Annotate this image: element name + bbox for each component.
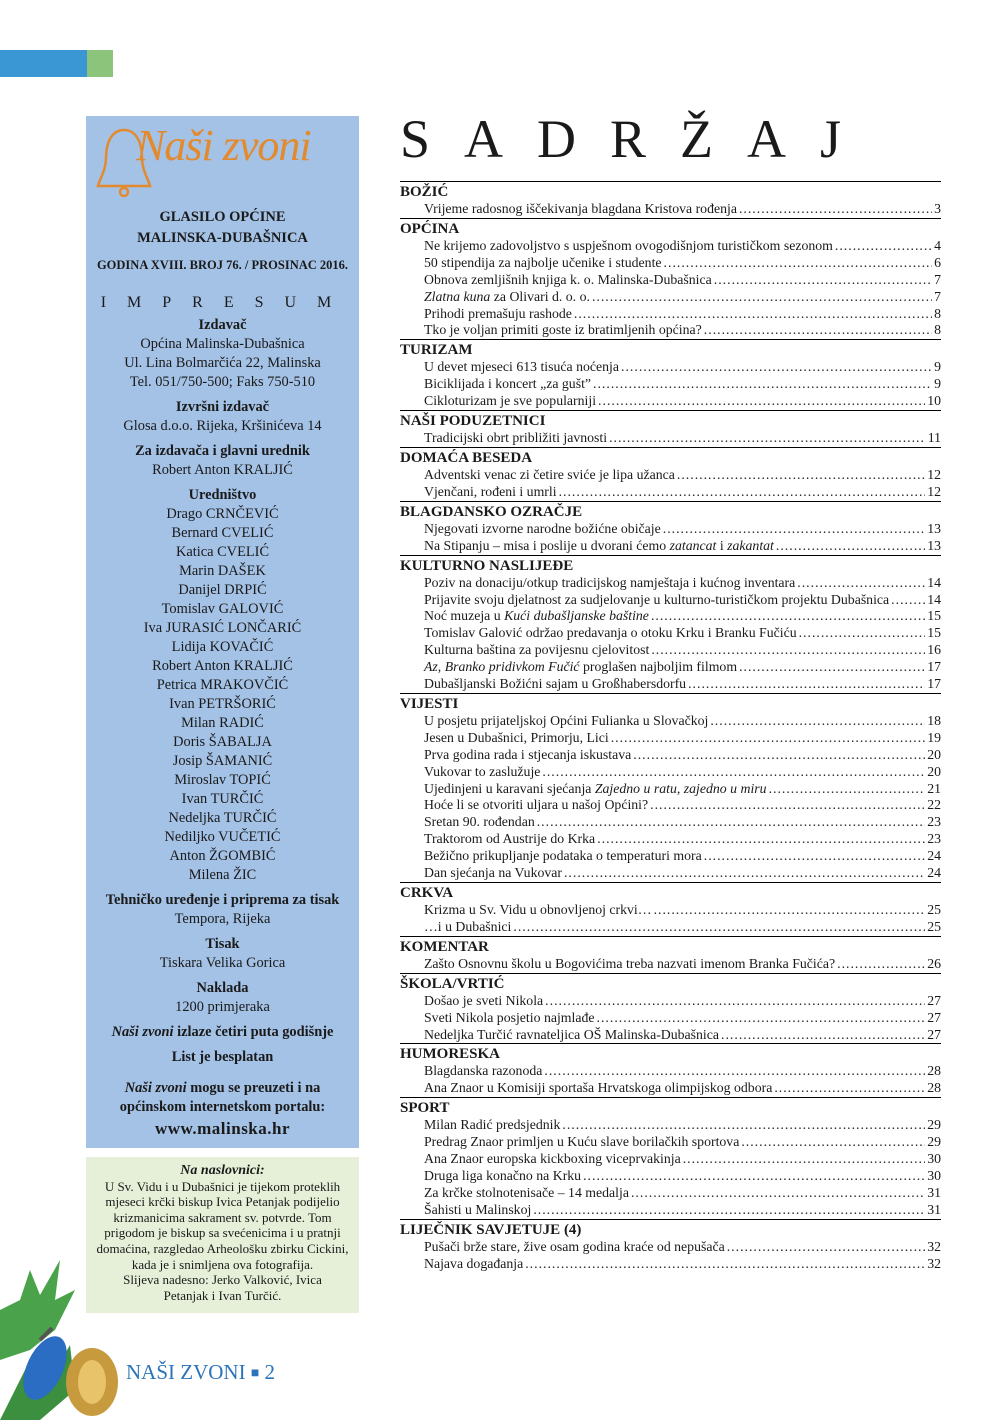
toc-entry[interactable] [400,1185,941,1202]
toc-leader-dots [574,306,932,323]
toc-page-number: 26 [927,955,941,971]
toc-entry[interactable] [400,575,941,592]
toc-page-number: 32 [927,1255,941,1271]
toc-leader-dots [562,1117,925,1134]
toc-entry[interactable] [400,676,941,693]
toc-page-number: 17 [927,659,941,675]
toc-entry[interactable] [400,956,941,973]
issue-info: GODINA XVIII. BROJ 76. / PROSINAC 2016. [96,258,349,272]
toc-leader-dots [739,201,932,218]
toc-leader-dots [797,575,925,592]
toc-entry[interactable] [400,919,941,936]
toc-entry-title: Tradicijski obrt približiti javnosti [424,430,608,446]
toc-entry[interactable] [400,538,941,555]
toc-page-number: 28 [927,1080,941,1096]
toc-entry-title: Došao je sveti Nikola [424,992,544,1008]
toc-page-number: 20 [927,763,941,779]
toc-leader-dots [651,642,925,659]
impresum-heading: IMPRESUM [100,294,353,311]
toc-section [400,339,941,410]
editor-name: Danijel DRPIĆ [178,582,267,598]
editor-name: Milena ŽIC [188,867,257,883]
toc-entry-title: 50 stipendija za najbolje učenike i studente [424,254,662,270]
toc-entry[interactable] [400,865,941,882]
editor-name: Josip ŠAMANIĆ [172,753,273,769]
toc-leader-dots [677,467,925,484]
toc-entry[interactable] [400,1027,941,1044]
toc-entry[interactable] [400,376,941,393]
toc-section [400,936,941,973]
opcina-line: MALINSKA-DUBAŠNICA [137,230,308,246]
editor-name: Drago CRNČEVIĆ [166,506,279,522]
page-number: 2 [264,1360,276,1384]
toc-leader-dots [741,1134,925,1151]
toc-entry[interactable] [400,1010,941,1027]
toc-entry[interactable] [400,201,941,218]
toc-entry-title: …i u Dubašnici [424,918,512,934]
toc-page-number: 19 [927,729,941,745]
toc-entry-title: Hoće li se otvoriti uljara u našoj Općini? [424,797,649,813]
toc-leader-dots [525,1256,925,1273]
toc-page-number: 25 [927,902,941,917]
toc-leader-dots [651,608,925,625]
toc-entry[interactable] [400,625,941,642]
toc-section-title: LIJEČNIK SAVJETUJE (4) [400,1221,582,1238]
toc-entry[interactable] [400,902,941,919]
toc-section-title: BOŽIĆ [400,184,449,200]
toc-entry-title: Ana Znaor europska kickboxing viceprvakinja [424,1151,681,1167]
editor-name: Tomislav GALOVIĆ [161,601,284,617]
website-link[interactable]: www.malinska.hr [154,1119,291,1138]
izdavac-line: Općina Malinska-Dubašnica [140,336,305,352]
toc-entry-title: Cikloturizam je sve popularniji [424,393,597,409]
toc-section-title: TURIZAM [400,342,473,359]
footer-separator: ■ [250,1366,260,1382]
urednistvo-heading: Uredništvo [188,487,257,503]
toc-section-title: NAŠI PODUZETNICI [400,413,546,430]
toc-section [400,1219,941,1273]
editor-name: Milan RADIĆ [181,715,264,731]
naklada-heading: Naklada [196,980,249,996]
toc-page-number: 9 [934,359,941,375]
toc-leader-dots [688,676,925,693]
toc-page-number: 28 [927,1063,941,1079]
toc-page-number: 10 [927,393,941,409]
toc-leader-dots [513,919,925,936]
toc-entry-title: Bežično prikupljanje podataka o temperaturi mora [424,848,702,864]
editor-name: Robert Anton KRALJIĆ [152,658,293,674]
toc-page-number: 8 [934,322,941,338]
toc-leader-dots [650,797,925,814]
editor-name: Ivan TURČIĆ [181,791,264,807]
toc-entry-title: Krizma u Sv. Vidu u obnovljenoj crkvi… [424,902,652,917]
toc-entry[interactable] [400,1168,941,1185]
toc-leader-dots [710,713,925,730]
toc-page-number: 7 [934,288,941,304]
toc-section-title: KOMENTAR [400,938,489,955]
toc-entry-title: Najava događanja [424,1255,524,1271]
toc-leader-dots [776,538,925,555]
impresum-sidebar [86,116,359,1148]
toc-entry[interactable] [400,781,941,798]
toc-page-number: 20 [927,746,941,762]
page-footer [126,1360,275,1385]
toc-page-number: 7 [934,271,941,287]
toc-leader-dots [593,376,932,393]
toc-page-number: 3 [934,201,941,216]
toc-leader-dots [769,781,926,798]
toc-section-title: SPORT [400,1100,450,1117]
toc-entry-title: Prva godina rada i stjecanja iskustava [424,746,632,762]
logo [86,116,359,206]
toc-leader-dots [545,993,925,1010]
toc-page-number: 15 [927,625,941,641]
toc-page-number: 12 [927,483,941,499]
toc-leader-dots [583,1168,925,1185]
urednik-line: Robert Anton KRALJIĆ [152,462,293,478]
toc-leader-dots [592,289,932,306]
toc-section [400,1043,941,1097]
cover-note-heading: Na naslovnici: [180,1163,265,1178]
cover-note-caption: Slijeva nadesno: Jerko Valković, Ivica Petanjak i Ivan Turčić. [123,1272,322,1303]
toc-leader-dots [544,1063,925,1080]
toc-section-title: DOMAĆA BESEDA [400,449,533,466]
toc-entry-title: Ana Znaor u Komisiji sportaša Hrvatskoga olimpijskog odbora [424,1080,773,1096]
toc-entry-title: Njegovati izvorne narodne božićne običaje [424,520,661,536]
toc-page-number: 9 [934,376,941,392]
toc-page-number: 22 [927,797,941,813]
urednik-heading: Za izdavača i glavni urednik [135,443,310,459]
toc-entry-title: Ujedinjeni u karavani sjećanja Zajedno u ratu, zajedno u miru [424,780,767,796]
toc-page-number: 23 [927,831,941,847]
toc-entry[interactable] [400,272,941,289]
toc-page-number: 4 [934,237,941,253]
toc-leader-dots [631,1185,925,1202]
toc-entry[interactable] [400,608,941,625]
toc-entry[interactable] [400,814,941,831]
toc-entry[interactable] [400,642,941,659]
toc-leader-dots [633,747,925,764]
toc-page-number: 17 [927,676,941,692]
toc-entry-title: Blagdanska razonoda [424,1063,543,1079]
toc-page-number: 14 [927,591,941,607]
toc-page-number: 21 [927,780,941,796]
toc-leader-dots [891,592,925,609]
toc-section-title: VIJESTI [400,695,459,712]
toc-leader-dots [542,764,925,781]
toc-leader-dots [611,730,926,747]
toc-entry[interactable] [400,484,941,501]
toc-entry-title: Dan sjećanja na Vukovar [424,865,562,881]
toc-leader-dots [721,1027,925,1044]
toc-entry[interactable] [400,747,941,764]
toc-entry-title: U posjetu prijateljskoj Općini Fulianka u Slovačkoj [424,712,709,728]
toc-entry-title: Tomislav Galović održao predavanja o otoku Krku i Branku Fučiću [424,625,797,641]
toc-page-number: 13 [927,537,941,553]
toc-section [400,447,941,501]
toc-entry[interactable] [400,521,941,538]
toc-entry[interactable] [400,430,941,447]
toc-leader-dots [559,484,926,501]
toc-section [400,693,941,882]
toc-section-title: ŠKOLA/VRTIĆ [400,975,505,992]
toc-entry[interactable] [400,713,941,730]
toc-page-number: 30 [927,1167,941,1183]
toc-entry[interactable] [400,322,941,339]
holly-decoration [0,1250,130,1420]
toc-entry-title: U devet mjeseci 613 tisuća noćenja [424,359,620,375]
toc-page-number: 32 [927,1238,941,1254]
editor-name: Katica CVELIĆ [175,544,270,560]
cover-note-text: U Sv. Vidu i u Dubašnici je tijekom proteklih mjeseci krčki biskup Ivica Petanjak podijelio krizmanicima sakrament sv. potvrde. Tom prigodom je biskup sa svećenicima i u pratnji domaćina, razgledao Arheološku zbirku Cickini, kada je i snimljena ova fotografija. [96,1178,349,1272]
download-line: Naši zvoni mogu se preuzeti i na [124,1080,321,1096]
toc-page-number: 11 [927,430,941,446]
toc-entry[interactable] [400,289,941,306]
toc-section-title: BLAGDANSKO OZRAČJE [400,503,583,520]
toc-entry-title: Prijavite svoju djelatnost za sudjelovanje u kulturno-turističkom projektu Dubašnica [424,591,890,607]
toc-page-number: 24 [927,848,941,864]
toc-entry-title: Predrag Znaor primljen u Kuću slave borilačkih sportova [424,1134,740,1150]
toc-entry[interactable] [400,255,941,272]
toc-entry[interactable] [400,1117,941,1134]
toc-section-title: KULTURNO NASLIJEĐE [400,557,574,574]
toc-entry[interactable] [400,1080,941,1097]
toc-page-number: 6 [934,254,941,270]
tisak-line: Tiskara Velika Gorica [159,955,286,971]
toc-entry[interactable] [400,1239,941,1256]
toc-entry[interactable] [400,1134,941,1151]
izdavac-heading: Izdavač [198,317,247,333]
toc-section [400,882,941,936]
toc-entry-title: Druga liga konačno na Krku [424,1167,582,1183]
editor-name: Ivan PETRŠORIĆ [169,696,276,712]
toc-entry[interactable] [400,1151,941,1168]
toc-leader-dots [727,1239,925,1256]
toc-leader-dots [774,1080,925,1097]
portal-line: općinskom internetskom portalu: [119,1099,326,1115]
toc-entry-title: Na Stipanju – misa i poslije u dvorani ćemo zatancat i zakantat [424,537,774,553]
toc-leader-dots [714,272,932,289]
toc-entry[interactable] [400,659,941,676]
toc-section-title: CRKVA [400,885,454,901]
toc-leader-dots [664,255,933,272]
toc-entry-title: Milan Radić predsjednik [424,1117,561,1133]
editor-name: Marin DAŠEK [179,563,266,579]
toc-section [400,555,941,693]
toc-entry-title: Vukovar to zaslužuje [424,763,541,779]
toc-entry[interactable] [400,467,941,484]
toc-leader-dots [704,322,932,339]
toc-leader-dots [597,1010,926,1027]
editor-name: Anton ŽGOMBIĆ [169,848,276,864]
toc-entry[interactable] [400,764,941,781]
page-title: SADRŽAJ [400,109,876,169]
toc-page-number: 13 [927,520,941,536]
toc-leader-dots [654,902,926,919]
toc-entry[interactable] [400,848,941,865]
toc-page-number: 12 [927,466,941,482]
toc-entry-title: Jesen u Dubašnici, Primorju, Lici [424,729,609,745]
toc-entry[interactable] [400,993,941,1010]
toc-leader-dots [837,956,925,973]
toc-entry[interactable] [400,592,941,609]
toc-entry-title: Poziv na donaciju/otkup tradicijskog namještaja i kućnog inventara [424,574,796,590]
blue-header-tab [0,50,87,77]
toc-page-number: 30 [927,1151,941,1167]
toc-entry-title: Zlatna kuna za Olivari d. o. o. [424,288,590,304]
toc-leader-dots [663,521,925,538]
toc-entry-title: Az, Branko pridivkom Fučić proglašen najboljim filmom [424,659,738,675]
toc-entry-title: Traktorom od Austrije do Krka [424,831,596,847]
toc-leader-dots [683,1151,926,1168]
editor-name: Doris ŠABALJA [173,734,272,750]
toc-page-number: 31 [927,1184,941,1200]
toc-entry-title: Nedeljka Turčić ravnateljica OŠ Malinska-Dubašnica [424,1026,720,1042]
toc-entry-title: Dubašljanski Božićni sajam u Großhabersdorfu [424,676,687,692]
toc-leader-dots [609,430,926,447]
editor-name: Bernard CVELIĆ [171,525,274,541]
toc-entry-title: Tko je voljan primiti goste iz bratimljenih općina? [424,322,702,338]
toc-entry-title: Šahisti u Malinskoj [424,1201,532,1217]
toc-entry-title: Pušači brže stare, žive osam godina kraće od nepušača [424,1238,725,1254]
toc-section [400,181,941,218]
toc-entry[interactable] [400,359,941,376]
toc-entry-title: Sveti Nikola posjetio najmlađe [424,1009,595,1025]
urednistvo-list [86,505,359,885]
toc-section-title: HUMORESKA [400,1046,501,1063]
toc-leader-dots [598,393,925,410]
toc-entry[interactable] [400,730,941,747]
editor-name: Miroslav TOPIĆ [174,772,271,788]
toc-leader-dots [564,865,925,882]
magazine-name: NAŠI ZVONI [126,1360,246,1384]
tisak-heading: Tisak [205,936,240,952]
toc-entry[interactable] [400,1256,941,1273]
tehnicko-heading: Tehničko uređenje i priprema za tisak [105,892,340,908]
toc-page-number: 25 [927,918,941,934]
logo-text: Naši zvoni [136,121,311,170]
toc-entry[interactable] [400,393,941,410]
toc-leader-dots [537,814,925,831]
tehnicko-line: Tempora, Rijeka [174,911,271,927]
toc-section [400,218,941,339]
toc-page-number: 29 [927,1117,941,1133]
toc-entry-title: Za krčke stolnotenisače – 14 medalja [424,1184,629,1200]
toc-entry[interactable] [400,306,941,323]
glasilo-line: GLASILO OPĆINE [159,209,286,225]
izvrsni-line: Glosa d.o.o. Rijeka, Kršinićeva 14 [123,418,322,434]
toc-page-number: 18 [927,712,941,728]
toc-entry-title: Biciklijada i koncert „za gušt” [424,376,592,392]
toc-leader-dots [835,238,932,255]
toc-entry-title: Prihodi premašuju rashode [424,305,572,321]
toc-leader-dots [704,848,925,865]
izdavac-line: Tel. 051/750-500; Faks 750-510 [129,374,316,390]
green-header-tab [87,50,113,77]
toc-entry-title: Obnova zemljišnih knjiga k. o. Malinska-Dubašnica [424,271,712,287]
frequency-line: Naši zvoni izlaze četiri puta godišnje [111,1024,334,1040]
toc-entry-title: Sretan 90. rođendan [424,814,535,830]
toc-entry[interactable] [400,797,941,814]
toc-page-number: 31 [927,1201,941,1217]
toc-page-number: 24 [927,865,941,881]
editor-name: Lidija KOVAČIĆ [171,639,274,655]
editor-name: Iva JURASIĆ LONČARIĆ [143,620,302,636]
toc-leader-dots [533,1202,925,1219]
editor-name: Nedeljka TURČIĆ [168,810,277,826]
izvrsni-heading: Izvršni izdavač [175,399,270,415]
toc-entry-title: Adventski venac zi četire sviće je lipa užanca [424,466,675,482]
toc-page-number: 29 [927,1134,941,1150]
toc-entry[interactable] [400,238,941,255]
toc-leader-dots [597,831,925,848]
toc-page-number: 15 [927,608,941,624]
toc-entry[interactable] [400,831,941,848]
toc-entry[interactable] [400,1063,941,1080]
toc-leader-dots [799,625,926,642]
toc-section [400,1097,941,1218]
toc-section [400,973,941,1044]
editor-name: Petrica MRAKOVČIĆ [156,677,289,693]
toc-page-number: 27 [927,1026,941,1042]
toc-page-number: 27 [927,1009,941,1025]
toc-entry-title: Noć muzeja u Kući dubašljanske baštine [424,608,649,624]
free-line: List je besplatan [171,1049,274,1065]
toc-section-title: OPĆINA [400,220,460,237]
toc-page-number: 8 [934,305,941,321]
toc-entry-title: Vjenčani, rođeni i umrli [424,483,557,499]
toc-page-number: 16 [927,642,941,658]
toc-entry[interactable] [400,1202,941,1219]
toc-leader-dots [621,359,932,376]
toc-page-number: 27 [927,992,941,1008]
toc-section [400,501,941,555]
toc-entry-title: Kulturna baština za povijesnu cjelovitost [424,642,650,658]
toc-leader-dots [739,659,925,676]
naklada-line: 1200 primjeraka [175,999,270,1015]
toc-page-number: 23 [927,814,941,830]
editor-name: Nediljko VUČETIĆ [164,829,281,845]
toc-page-number: 14 [927,574,941,590]
toc-entry-title: Ne krijemo zadovoljstvo s uspješnom ovogodišnjom turističkom sezonom [424,237,833,253]
toc-section [400,410,941,447]
table-of-contents [400,181,941,1273]
toc-entry-title: Zašto Osnovnu školu u Bogovićima treba nazvati imenom Branka Fučića? [424,955,836,971]
toc-entry-title: Vrijeme radosnog iščekivanja blagdana Kristova rođenja [424,201,737,216]
izdavac-line: Ul. Lina Bolmarčića 22, Malinska [124,355,321,371]
